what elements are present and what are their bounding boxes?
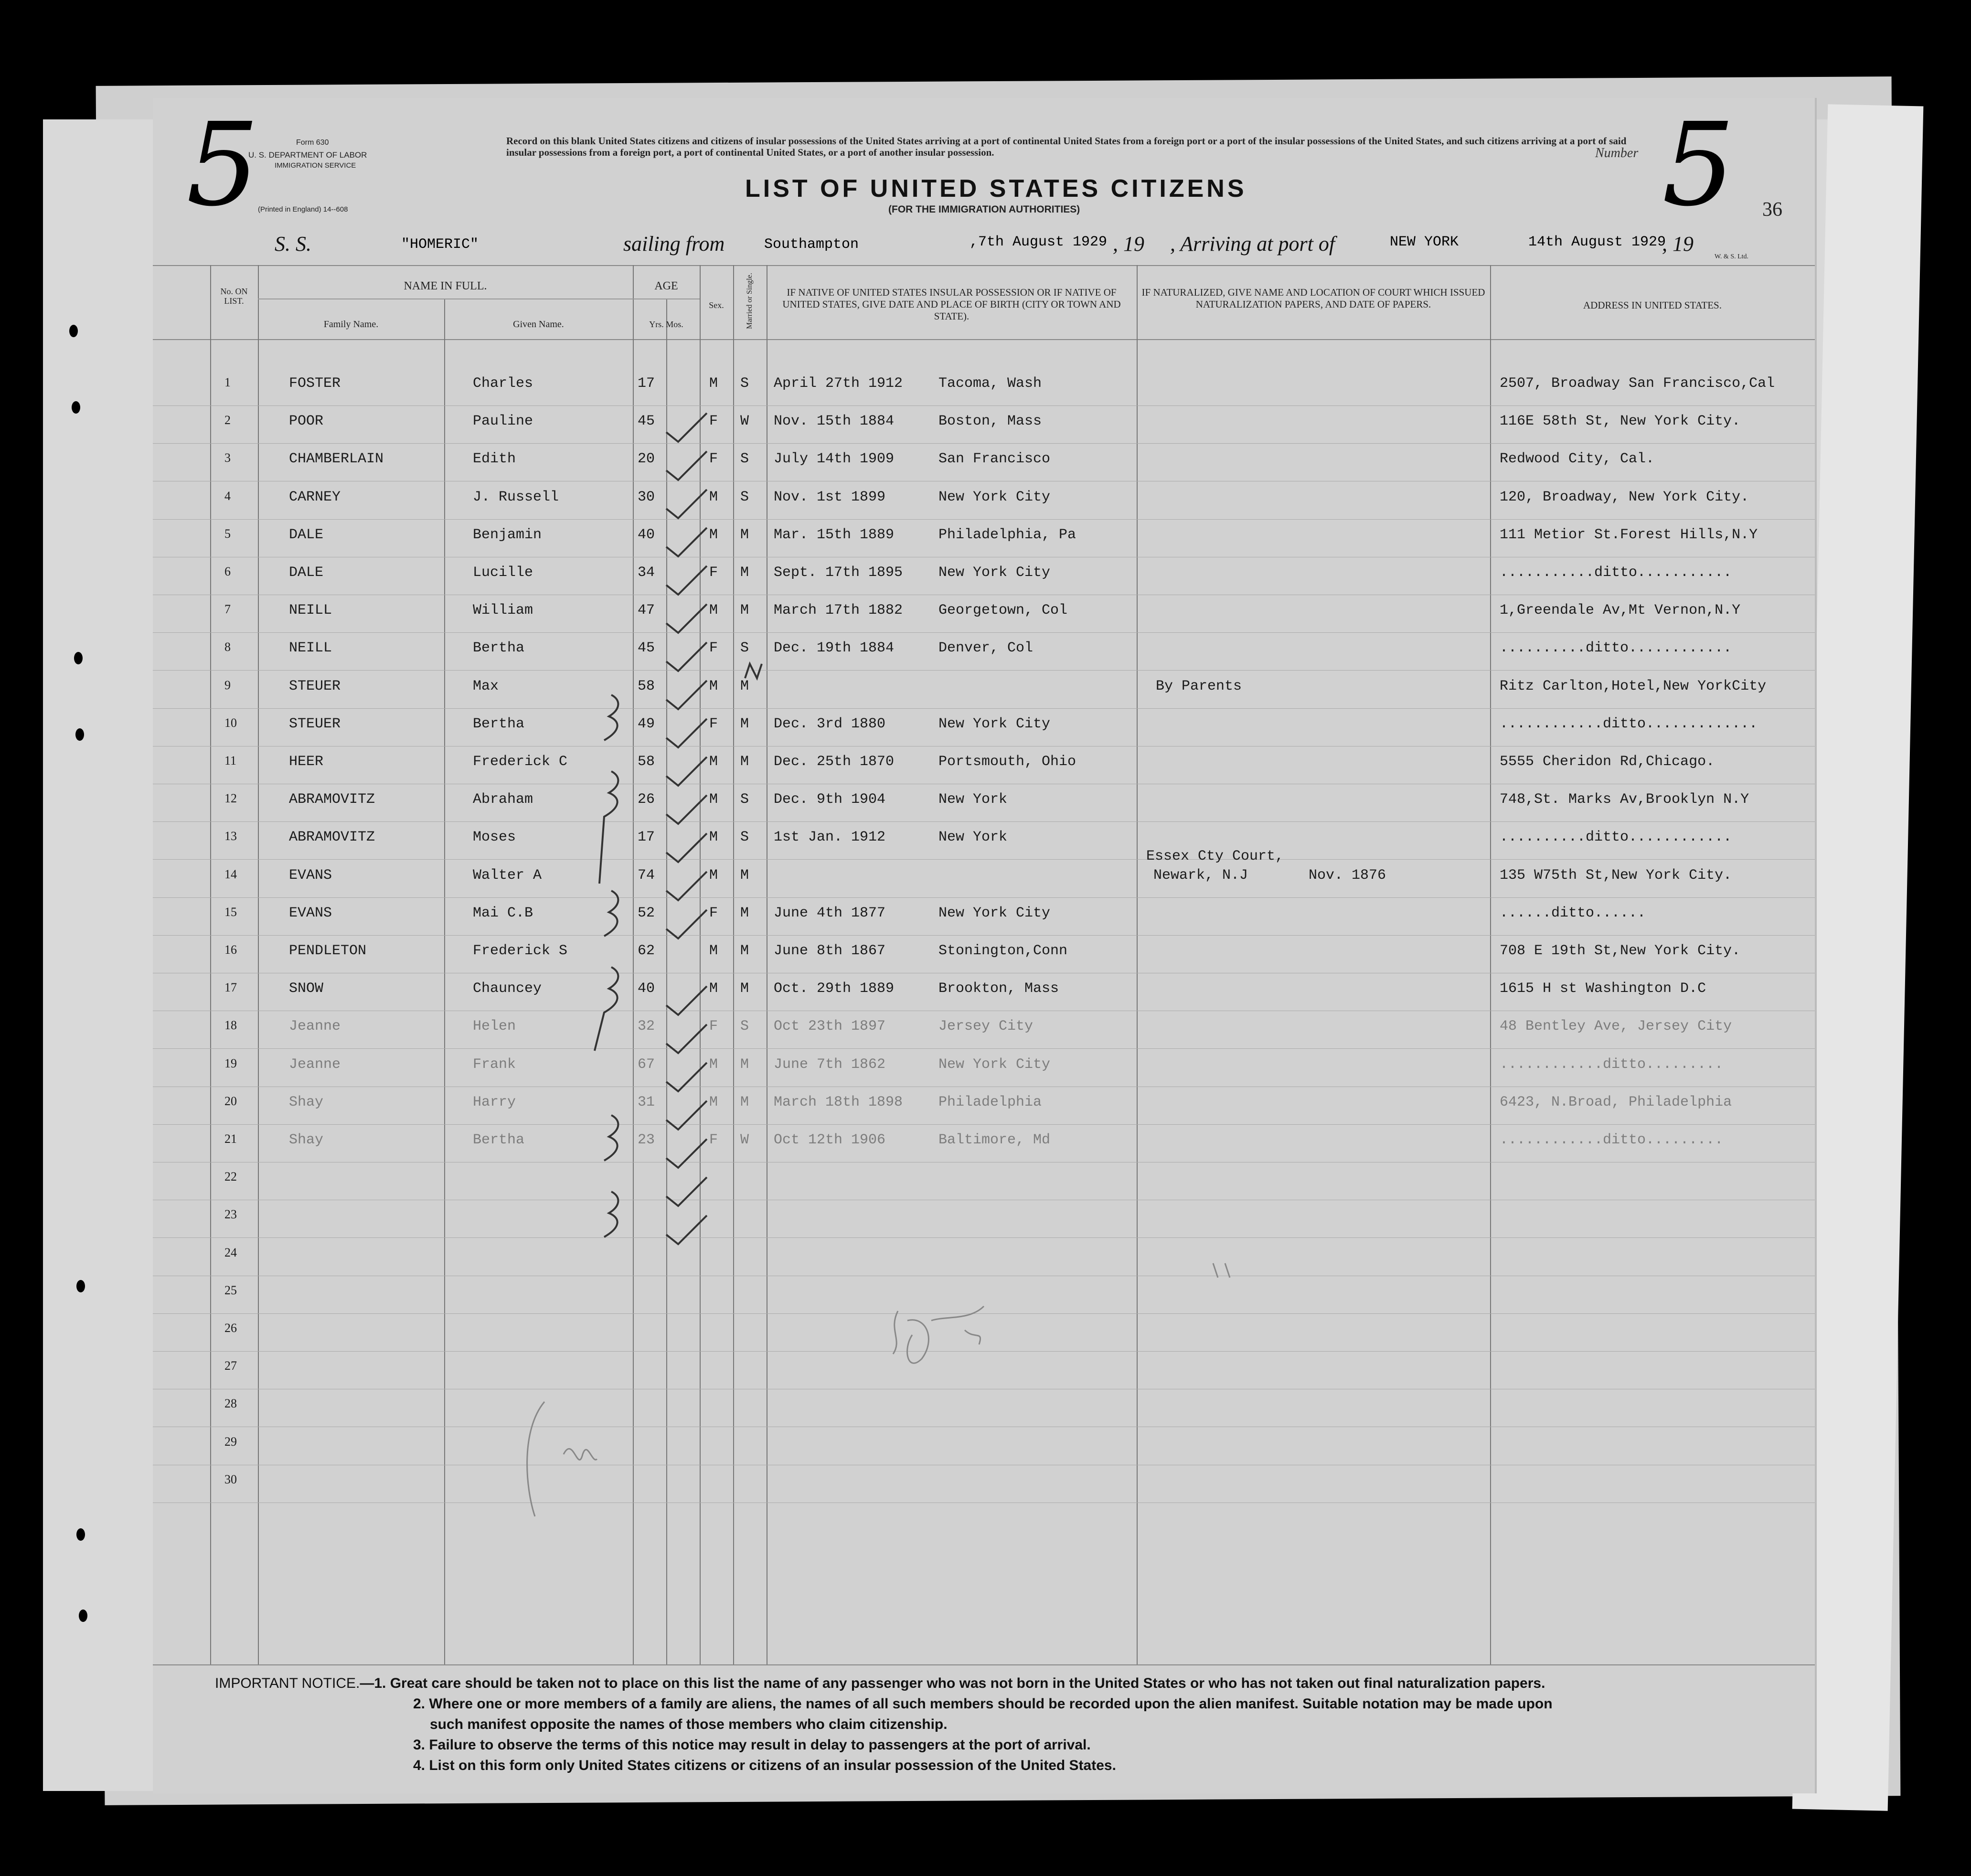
row-number: 20: [224, 1094, 237, 1108]
departure-port: Southampton: [764, 236, 859, 253]
address: ............ditto.............: [1500, 715, 1758, 732]
check-mark: [666, 681, 707, 709]
row-number: 11: [224, 754, 237, 767]
row-number: 25: [224, 1283, 237, 1297]
col-header-yrs-mos: Yrs. Mos.: [649, 320, 683, 329]
age: 45: [638, 640, 655, 657]
notice-item-2: 2. Where one or more members of a family are aliens, the names of all such members should be recorded upon the alien manifest. Suitable notation may be made upon: [413, 1696, 1553, 1712]
sex: M: [709, 602, 718, 619]
row-number: 19: [224, 1056, 237, 1070]
check-mark: [666, 1101, 707, 1130]
birth-date: Dec. 19th 1884: [774, 640, 895, 657]
col-header-family: Family Name.: [323, 319, 379, 330]
sex: M: [709, 943, 718, 959]
service: IMMIGRATION SERVICE: [275, 161, 356, 170]
marital-status: M: [740, 715, 749, 732]
address: Ritz Carlton,Hotel,New YorkCity: [1500, 678, 1767, 694]
form-number: Form 630: [296, 139, 329, 147]
given-name: William: [473, 602, 533, 619]
address: ............ditto.........: [1500, 1132, 1724, 1148]
marital-status: M: [740, 565, 749, 581]
row-number: 7: [224, 602, 231, 617]
row-number: 2: [224, 413, 231, 427]
notice-heading: IMPORTANT NOTICE.: [215, 1675, 360, 1691]
check-mark: [666, 1215, 707, 1244]
department: U. S. DEPARTMENT OF LABOR: [248, 150, 367, 160]
col-header-given: Given Name.: [513, 319, 564, 330]
sex: M: [709, 526, 718, 543]
birth-place: San Francisco: [938, 451, 1051, 468]
pencil-scrawl: [527, 1402, 597, 1516]
check-mark: [666, 719, 707, 747]
birth-date: Oct. 29th 1889: [774, 981, 895, 997]
marital-status: M: [740, 678, 749, 694]
marital-status: S: [740, 640, 749, 657]
check-mark: [666, 604, 707, 633]
birth-place: New York City: [938, 1056, 1051, 1073]
age: 58: [638, 678, 655, 694]
birth-place: Jersey City: [938, 1018, 1033, 1035]
manifest-sheet: [153, 98, 1817, 1793]
birth-date: 1st Jan. 1912: [774, 829, 886, 846]
age: 23: [638, 1132, 655, 1148]
family-name: SNOW: [289, 981, 324, 997]
family-name: ABRAMOVITZ: [289, 791, 375, 808]
page-subtitle: (FOR THE IMMIGRATION AUTHORITIES): [888, 204, 1080, 215]
marital-status: W: [740, 413, 749, 430]
sex: F: [709, 715, 718, 732]
given-name: Chauncey: [473, 981, 542, 997]
marital-status: M: [740, 867, 749, 884]
check-mark: [666, 451, 707, 480]
check-mark: [666, 1024, 707, 1053]
birth-place: Boston, Mass: [938, 413, 1042, 430]
sex: F: [709, 451, 718, 468]
handwritten-annotations: [153, 98, 1815, 1793]
birth-place: New York City: [938, 905, 1051, 921]
arrival-date: 14th August 1929: [1528, 234, 1666, 250]
given-name: Walter A: [473, 867, 542, 884]
printer-mark: W. & S. Ltd.: [1715, 253, 1749, 260]
col-header-married: Married or Single.: [746, 273, 754, 329]
age: 30: [638, 489, 655, 505]
address: ............ditto.........: [1500, 1056, 1724, 1073]
given-name: Helen: [473, 1018, 516, 1035]
page-mark-right: 5: [1662, 98, 1735, 232]
row-number: 18: [224, 1018, 237, 1033]
marital-status: M: [740, 754, 749, 770]
notice-item-4: 4. List on this form only United States citizens or citizens of an insular possession of the United States.: [413, 1758, 1116, 1773]
family-name: NEILL: [289, 602, 332, 619]
family-name: Jeanne: [289, 1056, 341, 1073]
marital-status: S: [740, 451, 749, 468]
birth-date: June 8th 1867: [774, 943, 886, 959]
family-name: POOR: [289, 413, 324, 430]
check-mark: [666, 1063, 707, 1091]
family-name: NEILL: [289, 640, 332, 657]
sex: F: [709, 905, 718, 921]
bracket-mark: [599, 771, 618, 884]
address: ..........ditto............: [1500, 640, 1732, 657]
birth-place: Brookton, Mass: [938, 981, 1059, 997]
birth-place: Denver, Col: [938, 640, 1033, 657]
sex: M: [709, 829, 718, 846]
age: 34: [638, 565, 655, 581]
sex: M: [709, 375, 718, 392]
age: 31: [638, 1094, 655, 1110]
marital-status: S: [740, 489, 749, 505]
check-mark: [666, 910, 707, 938]
marital-status: M: [740, 602, 749, 619]
bracket-mark: [604, 1115, 618, 1161]
family-name: Shay: [289, 1094, 324, 1110]
birth-date: Nov. 15th 1884: [774, 413, 895, 430]
col-header-birth: IF NATIVE OF UNITED STATES INSULAR POSSESSION OR IF NATIVE OF UNITED STATES, GIVE DATE AND PLACE OF BIRTH (CITY OR TOWN AND STATE).: [782, 287, 1121, 322]
row-number: 14: [224, 867, 237, 881]
check-mark: [666, 757, 707, 786]
birth-date: April 27th 1912: [774, 375, 903, 392]
birth-date: Mar. 15th 1889: [774, 526, 895, 543]
family-name: DALE: [289, 526, 324, 543]
age: 74: [638, 867, 655, 884]
birth-date: Dec. 3rd 1880: [774, 715, 886, 732]
number-label: Number: [1595, 146, 1639, 160]
row-number: 15: [224, 905, 237, 919]
sex: M: [709, 1056, 718, 1073]
birth-date: Dec. 9th 1904: [774, 791, 886, 808]
family-name: PENDLETON: [289, 943, 367, 959]
pencil-scrawl: [893, 1306, 984, 1363]
row-number: 27: [224, 1359, 237, 1373]
given-name: Mai C.B: [473, 905, 533, 921]
address: 111 Metior St.Forest Hills,N.Y: [1500, 526, 1758, 543]
check-mark: [666, 872, 707, 900]
bracket-mark: [595, 967, 618, 1051]
age: 17: [638, 829, 655, 846]
birth-date: March 18th 1898: [774, 1094, 903, 1110]
sex: F: [709, 413, 718, 430]
row-number: 4: [224, 489, 231, 503]
marital-status: S: [740, 829, 749, 846]
address: 5555 Cheridon Rd,Chicago.: [1500, 754, 1715, 770]
marital-status: S: [740, 375, 749, 392]
birth-place: Tacoma, Wash: [938, 375, 1042, 392]
given-name: Frank: [473, 1056, 516, 1073]
birth-place: Georgetown, Col: [938, 602, 1068, 619]
col-header-sex: Sex.: [709, 300, 724, 310]
address: ......ditto......: [1500, 905, 1646, 921]
pencil-tick: [1213, 1263, 1230, 1278]
check-mark: [666, 528, 707, 556]
row-number: 13: [224, 829, 237, 843]
age: 67: [638, 1056, 655, 1073]
row-number: 12: [224, 791, 237, 806]
family-name: STEUER: [289, 715, 341, 732]
ss-label: S. S.: [275, 232, 311, 256]
birth-date: June 4th 1877: [774, 905, 886, 921]
notice-item-3: 3. Failure to observe the terms of this notice may result in delay to passengers at the port of arrival.: [413, 1737, 1091, 1753]
bracket-mark: [604, 695, 618, 740]
given-name: Harry: [473, 1094, 516, 1110]
sailing-date: ,7th August 1929: [970, 234, 1108, 250]
age: 32: [638, 1018, 655, 1035]
row-number: 23: [224, 1207, 237, 1222]
year-prefix-1: , 19: [1113, 232, 1144, 256]
birth-date: Dec. 25th 1870: [774, 754, 895, 770]
check-mark: [666, 795, 707, 824]
family-name: EVANS: [289, 867, 332, 884]
family-name: FOSTER: [289, 375, 341, 392]
row-number: 1: [224, 375, 231, 389]
given-name: Charles: [473, 375, 533, 392]
marital-status: S: [740, 791, 749, 808]
col-header-naturalized: IF NATURALIZED, GIVE NAME AND LOCATION OF COURT WHICH ISSUED NATURALIZATION PAPERS, AND DATE OF PAPERS.: [1141, 287, 1485, 310]
given-name: J. Russell: [473, 489, 559, 505]
check-mark: [666, 490, 707, 518]
sex: M: [709, 1094, 718, 1110]
row-number: 22: [224, 1170, 237, 1184]
col-header-no: No. ON LIST.: [220, 287, 248, 306]
row-number: 16: [224, 943, 237, 957]
row-number: 5: [224, 526, 231, 541]
family-name: STEUER: [289, 678, 341, 694]
given-name: Pauline: [473, 413, 533, 430]
birth-date: Oct 23th 1897: [774, 1018, 886, 1035]
marital-status: M: [740, 943, 749, 959]
given-name: Lucille: [473, 565, 533, 581]
age: 49: [638, 715, 655, 732]
check-mark: [666, 1139, 707, 1168]
address: 708 E 19th St,New York City.: [1500, 943, 1741, 959]
birth-place: Portsmouth, Ohio: [938, 754, 1076, 770]
birth-place: Stonington,Conn: [938, 943, 1068, 959]
ship-name: "HOMERIC": [401, 236, 479, 253]
notice-item-1: —1. Great care should be taken not to place on this list the name of any passenger who was not born in the United States or who has not taken out final naturalization papers.: [360, 1675, 1545, 1691]
birth-place: New York City: [938, 489, 1051, 505]
given-name: Bertha: [473, 640, 525, 657]
check-mark: [666, 566, 707, 595]
age: 45: [638, 413, 655, 430]
col-header-age: AGE: [654, 280, 678, 292]
marital-status: M: [740, 905, 749, 921]
given-name: Frederick C: [473, 754, 568, 770]
row-number: 24: [224, 1245, 237, 1259]
address: 1615 H st Washington D.C: [1500, 981, 1706, 997]
row-number: 17: [224, 981, 237, 995]
sex: F: [709, 565, 718, 581]
row-number: 30: [224, 1472, 237, 1486]
address: 1,Greendale Av,Mt Vernon,N.Y: [1500, 602, 1741, 619]
sex: M: [709, 867, 718, 884]
birth-place: New York: [938, 829, 1008, 846]
row-number: 28: [224, 1396, 237, 1411]
page-mark-left: 5: [186, 98, 259, 232]
birth-place: New York: [938, 791, 1008, 808]
col-header-address: ADDRESS IN UNITED STATES.: [1583, 299, 1722, 311]
family-name: Jeanne: [289, 1018, 341, 1035]
address: ...........ditto...........: [1500, 565, 1732, 581]
family-name: CHAMBERLAIN: [289, 451, 384, 468]
sex: F: [709, 1018, 718, 1035]
row-number: 9: [224, 678, 231, 692]
arrival-port: NEW YORK: [1390, 234, 1459, 250]
naturalization-detail: Newark, N.J: [1153, 867, 1248, 884]
age: 17: [638, 375, 655, 392]
row-number: 3: [224, 451, 231, 465]
sex: M: [709, 791, 718, 808]
printed-note: (Printed in England) 14--608: [258, 205, 348, 213]
important-notice: [215, 1673, 1553, 1776]
instruction-text: Record on this blank United States citizens and citizens of insular possessions of the United States arriving at a port of continental United States from a foreign port or a port of the insular possessions of the United States, and such citizens arriving at a port of said insular possessions from a foreign port, a port of continental United States, or a port of another insular possession.: [506, 135, 1627, 158]
check-mark: [666, 1177, 707, 1206]
marital-status: M: [740, 1094, 749, 1110]
address: 6423, N.Broad, Philadelphia: [1500, 1094, 1732, 1110]
check-mark: [666, 642, 707, 671]
marital-status: M: [740, 981, 749, 997]
arriving-label: , Arriving at port of: [1170, 232, 1335, 256]
marital-status: W: [740, 1132, 749, 1148]
check-mark: [666, 986, 707, 1015]
address: 48 Bentley Ave, Jersey City: [1500, 1018, 1732, 1035]
sex: M: [709, 678, 718, 694]
family-name: HEER: [289, 754, 324, 770]
birth-place: New York City: [938, 565, 1051, 581]
naturalization-detail: Essex Cty Court,: [1146, 848, 1284, 864]
age: 26: [638, 791, 655, 808]
sex: F: [709, 640, 718, 657]
col-header-name: NAME IN FULL.: [404, 280, 487, 292]
address: 2507, Broadway San Francisco,Cal: [1500, 375, 1775, 392]
check-mark: [666, 413, 707, 442]
naturalization-detail: Nov. 1876: [1309, 867, 1386, 884]
row-number: 10: [224, 715, 237, 730]
given-name: Abraham: [473, 791, 533, 808]
birth-place: Baltimore, Md: [938, 1132, 1051, 1148]
birth-date: March 17th 1882: [774, 602, 903, 619]
address: Redwood City, Cal.: [1500, 451, 1655, 468]
row-number: 21: [224, 1132, 237, 1146]
age: 58: [638, 754, 655, 770]
family-name: Shay: [289, 1132, 324, 1148]
given-name: Benjamin: [473, 526, 542, 543]
row-number: 8: [224, 640, 231, 654]
address: ..........ditto............: [1500, 829, 1732, 846]
family-name: CARNEY: [289, 489, 341, 505]
age: 40: [638, 981, 655, 997]
row-number: 26: [224, 1321, 237, 1335]
address: 135 W75th St,New York City.: [1500, 867, 1732, 884]
sex: M: [709, 489, 718, 505]
age: 47: [638, 602, 655, 619]
birth-date: June 7th 1862: [774, 1056, 886, 1073]
bracket-mark: [604, 891, 618, 936]
year-prefix-2: , 19: [1662, 232, 1694, 256]
scribble-mark: [745, 664, 762, 678]
given-name: Frederick S: [473, 943, 568, 959]
check-mark: [666, 833, 707, 862]
birth-place: New York City: [938, 715, 1051, 732]
sex: M: [709, 754, 718, 770]
birth-place: Philadelphia: [938, 1094, 1042, 1110]
sex: F: [709, 1132, 718, 1148]
address: 748,St. Marks Av,Brooklyn N.Y: [1500, 791, 1749, 808]
family-name: DALE: [289, 565, 324, 581]
age: 20: [638, 451, 655, 468]
given-name: Edith: [473, 451, 516, 468]
family-name: EVANS: [289, 905, 332, 921]
given-name: Max: [473, 678, 499, 694]
given-name: Moses: [473, 829, 516, 846]
birth-place: Philadelphia, Pa: [938, 526, 1076, 543]
notice-item-2-cont: such manifest opposite the names of those members who claim citizenship.: [430, 1716, 948, 1732]
row-number: 29: [224, 1434, 237, 1449]
naturalization-detail: By Parents: [1156, 678, 1242, 694]
birth-date: July 14th 1909: [774, 451, 895, 468]
sailing-label: sailing from: [623, 232, 725, 256]
address: 116E 58th St, New York City.: [1500, 413, 1741, 430]
given-name: Bertha: [473, 715, 525, 732]
family-name: ABRAMOVITZ: [289, 829, 375, 846]
birth-date: Nov. 1st 1899: [774, 489, 886, 505]
sheet-number: 36: [1762, 199, 1782, 221]
age: 52: [638, 905, 655, 921]
marital-status: S: [740, 1018, 749, 1035]
page-title: LIST OF UNITED STATES CITIZENS: [745, 175, 1247, 203]
address: 120, Broadway, New York City.: [1500, 489, 1749, 505]
row-number: 6: [224, 565, 231, 578]
marital-status: M: [740, 1056, 749, 1073]
birth-date: Oct 12th 1906: [774, 1132, 886, 1148]
age: 40: [638, 526, 655, 543]
sex: M: [709, 981, 718, 997]
given-name: Bertha: [473, 1132, 525, 1148]
age: 62: [638, 943, 655, 959]
bracket-mark: [604, 1192, 618, 1237]
marital-status: M: [740, 526, 749, 543]
birth-date: Sept. 17th 1895: [774, 565, 903, 581]
